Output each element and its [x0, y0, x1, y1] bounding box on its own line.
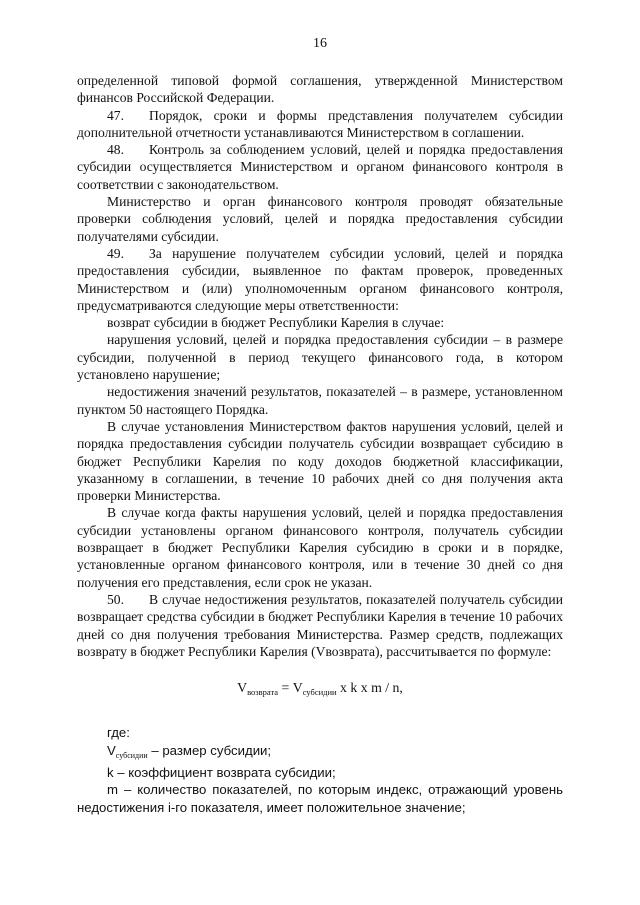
paragraph-49-item-e: В случае когда факты нарушения условий, целей и порядка предоставления субсидии установлены органом финансового контроля, получатель субсидии возвращает в бюджет Республики Карелия субсидию в сроки и в порядке, установленные органом финансового контроля, или в течение 30 дней со дня получения его представления, если срок не указан. — [77, 505, 563, 590]
paragraph-text-end: ), рассчитывается по формуле: — [375, 643, 552, 659]
formula-v: V — [237, 680, 248, 696]
definition-text: – размер субсидии; — [147, 742, 272, 758]
formula-rest: x k x m / n, — [336, 680, 403, 696]
definition-k: k – коэффициент возврата субсидии; — [107, 764, 336, 780]
definitions-where: где: — [107, 725, 130, 741]
paragraph-48-second: Министерство и орган финансового контроля проводят обязательные проверки соблюдения условий, целей и порядка предоставления субсидии получателями субсидии. — [77, 194, 563, 244]
paragraph-number: 48. — [107, 142, 124, 158]
paragraph-number: 50. — [107, 591, 124, 607]
definition-v-subsidii — [77, 742, 563, 764]
paragraph-continuation: определенной типовой формой соглашения, утвержденной Министерством финансов Российской Федерации. — [77, 73, 563, 106]
paragraph-47 — [77, 107, 563, 142]
document-body — [77, 72, 563, 816]
paragraph-50 — [77, 591, 563, 660]
formula-v2: V — [292, 680, 303, 696]
paragraph-49-item-c: недостижения значений результатов, показателей – в размере, установленном пунктом 50 настоящего Порядка. — [77, 384, 563, 417]
inline-symbol: Vвозврата — [315, 643, 375, 659]
paragraph-49-item-d: В случае установления Министерством фактов нарушения условий, целей и порядка предоставления субсидии получатель субсидии возвращает субсидию в бюджет Республики Карелия по коду доходов бюджетной классификации, указанному в соглашении, в течение 10 рабочих дней со дня получения акта проверки Министерства. — [77, 418, 563, 504]
definition-symbol: V — [107, 742, 116, 758]
paragraph-text: Контроль за соблюдением условий, целей и порядка предоставления субсидии осуществляется Министерством и органом финансового контроля в соответствии с законодательством. — [77, 142, 563, 192]
page-number: 16 — [313, 36, 327, 51]
formula-sub-subsidii: субсидии — [302, 687, 337, 698]
formula-equals: = — [278, 680, 293, 696]
definitions — [77, 724, 563, 815]
definition-symbol-sub: субсидии — [115, 750, 148, 760]
paragraph-49 — [77, 245, 563, 314]
definition-m: m – количество показателей, по которым индекс, отражающий уровень недостижения i-го показателя, имеет положительное значение; — [77, 782, 563, 815]
paragraph-48 — [77, 141, 563, 193]
paragraph-49-item-a: возврат субсидии в бюджет Республики Карелия в случае: — [107, 315, 445, 331]
paragraph-text: Порядок, сроки и формы представления получателем субсидии дополнительной отчетности устанавливаются Министерством в соглашении. — [77, 107, 563, 140]
formula-sub-vozvrata: возврата — [247, 687, 279, 698]
paragraph-text: В случае недостижения результатов, показателей получатель субсидии возвращает средства субсидии в бюджет Республики Карелия в течение 10 рабочих дней со дня получения требования Министерства. Размер средств, подлежащих возврату в бюджет Республики Карелия ( — [77, 591, 563, 659]
paragraph-text: За нарушение получателем субсидии условий, целей и порядка предоставления субсидии, выявленное по фактам проверок, проведенных Министерством и (или) уполномоченным органом финансового контроля, предусматриваются следующие меры ответственности: — [77, 245, 563, 313]
formula — [77, 679, 563, 701]
paragraph-number: 47. — [107, 107, 124, 123]
paragraph-number: 49. — [107, 245, 124, 261]
paragraph-49-item-b: нарушения условий, целей и порядка предоставления субсидии – в размере субсидии, полученной в период текущего финансового года, в котором установлено нарушение; — [77, 332, 563, 383]
